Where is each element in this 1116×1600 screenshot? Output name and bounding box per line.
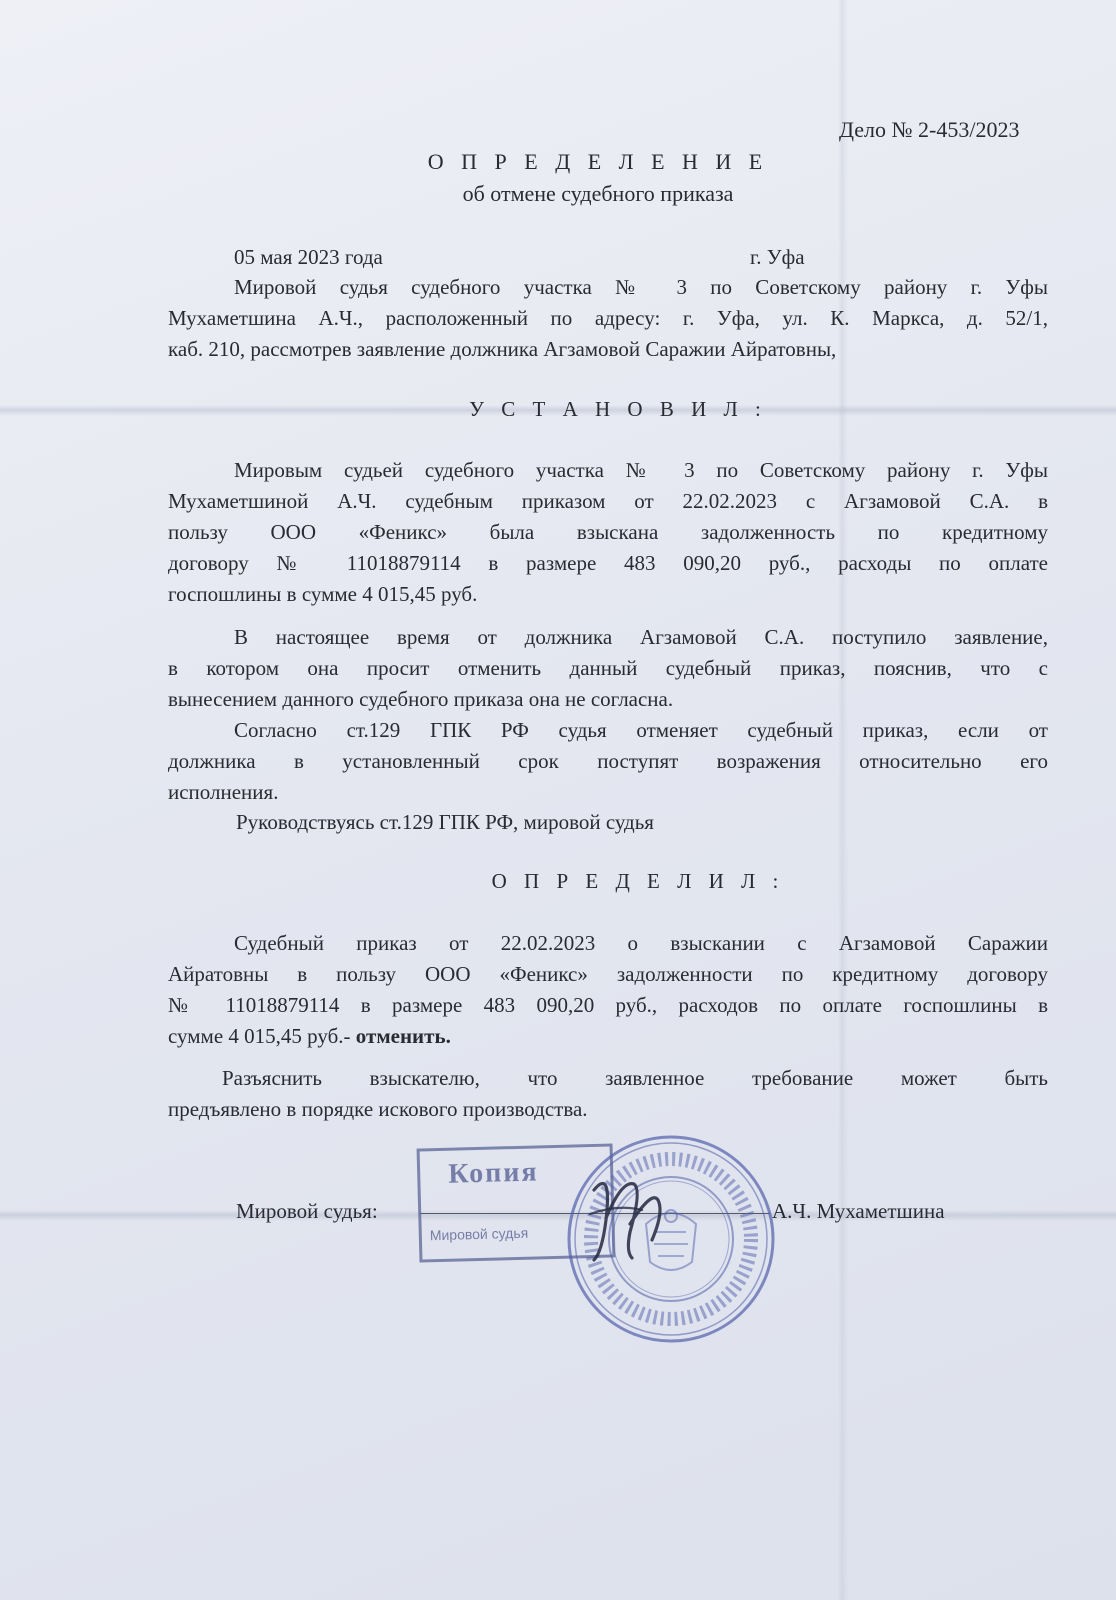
intro-line: Мухаметшина А.Ч., расположенный по адресу: г. Уфа, ул. К. Маркса, д. 52/1,	[168, 306, 1048, 330]
established-paragraph-3	[168, 715, 1048, 808]
paragraph-line: в котором она просит отменить данный судебный приказ, пояснив, что с	[168, 656, 1048, 680]
paragraph-line: госпошлины в сумме 4 015,45 руб.	[168, 582, 478, 606]
guided-by-line: Руководствуясь ст.129 ГПК РФ, мировой судья	[236, 810, 654, 834]
intro-paragraph	[168, 272, 1048, 365]
paragraph-line: пользу ООО «Феникс» была взыскана задолженность по кредитному	[168, 520, 1048, 544]
established-paragraph-1	[168, 455, 1048, 610]
document-city: г. Уфа	[750, 245, 805, 269]
paragraph-line: № 11018879114 в размере 483 090,20 руб., расходов по оплате госпошлины в	[168, 993, 1048, 1017]
intro-line: Мировой судья судебного участка № 3 по Советскому району г. Уфы	[234, 275, 1048, 299]
paragraph-line: Мухаметшиной А.Ч. судебным приказом от 22.02.2023 с Агзамовой С.А. в	[168, 489, 1048, 513]
paragraph-line: вынесением данного судебного приказа она не согласна.	[168, 687, 674, 711]
copy-stamp-title: Копия	[447, 1156, 539, 1190]
paragraph-line	[168, 1021, 1048, 1052]
amount-text: сумме 4 015,45 руб.-	[168, 1024, 356, 1048]
paragraph-line: предъявлено в порядке искового производства.	[168, 1097, 588, 1121]
paragraph-line: Согласно ст.129 ГПК РФ судья отменяет судебный приказ, если от	[234, 718, 1048, 742]
paragraph-line: Судебный приказ от 22.02.2023 о взыскании с Агзамовой Саражии	[234, 931, 1048, 955]
established-paragraph-2	[168, 622, 1048, 715]
cancel-verdict: отменить.	[355, 1024, 451, 1048]
paragraph-line: Айратовны в пользу ООО «Феникс» задолженности по кредитному договору	[168, 962, 1048, 986]
copy-stamp-subtitle: Мировой судья	[429, 1224, 529, 1244]
section-determined-heading: О П Р Е Д Е Л И Л :	[491, 869, 785, 893]
determined-paragraph-2	[168, 1063, 1048, 1125]
intro-line: каб. 210, рассмотрев заявление должника Агзамовой Саражии Айратовны,	[168, 337, 837, 361]
document-subtitle: об отмене судебного приказа	[462, 181, 734, 206]
section-established-heading: У С Т А Н О В И Л :	[469, 397, 767, 421]
judge-name: А.Ч. Мухаметшина	[772, 1199, 945, 1223]
document-date: 05 мая 2023 года	[234, 245, 383, 269]
paragraph-line: исполнения.	[168, 780, 279, 804]
paragraph-line: В настоящее время от должника Агзамовой С.А. поступило заявление,	[234, 625, 1048, 649]
case-number: Дело № 2-453/2023	[839, 117, 1020, 142]
paragraph-line: Разъяснить взыскателю, что заявленное требование может быть	[222, 1066, 1048, 1090]
judge-signature	[572, 1160, 692, 1270]
document-title: О П Р Е Д Е Л Е Н И Е	[427, 149, 769, 174]
paragraph-line: договору № 11018879114 в размере 483 090,20 руб., расходы по оплате	[168, 551, 1048, 575]
paragraph-line: должника в установленный срок поступят возражения относительно его	[168, 749, 1048, 773]
paragraph-line: Мировым судьей судебного участка № 3 по Советскому району г. Уфы	[234, 458, 1048, 482]
determined-paragraph-1	[168, 928, 1048, 1052]
signature-label: Мировой судья:	[236, 1199, 378, 1223]
